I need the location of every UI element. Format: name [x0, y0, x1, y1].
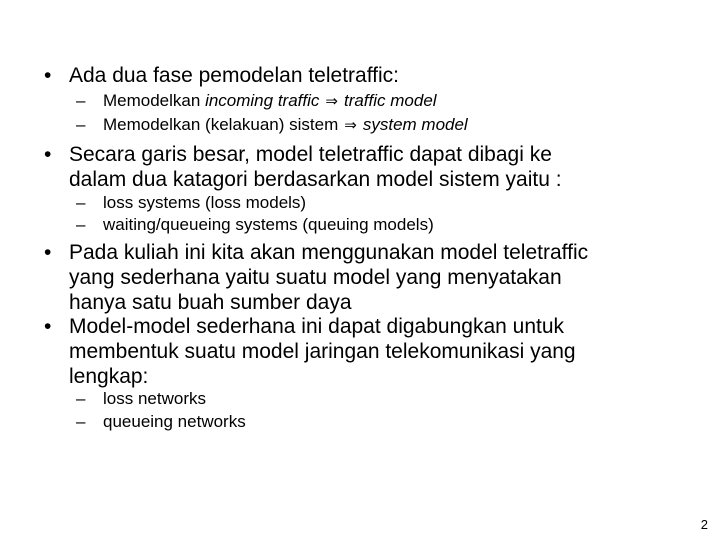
italic-text: incoming traffic	[205, 91, 320, 110]
dash-marker: –	[76, 115, 86, 134]
dash-marker: –	[76, 389, 86, 408]
bullet-marker: •	[44, 241, 52, 264]
bullet-item	[44, 240, 684, 315]
bullet-text-line: yang sederhana yaitu suatu model yang menyatakan	[69, 266, 562, 289]
bullet-text-line: membentuk suatu model jaringan telekomunikasi yang	[69, 340, 576, 363]
sub-bullet-item	[76, 214, 676, 236]
dash-marker: –	[76, 193, 86, 212]
sub-bullet-item	[76, 114, 676, 136]
bullet-item	[44, 63, 684, 88]
sub-bullet-text: loss networks	[103, 389, 206, 408]
bullet-text-line: Model-model sederhana ini dapat digabungkan untuk	[69, 315, 565, 338]
page-number: 2	[700, 517, 708, 532]
sub-bullet-item	[76, 90, 676, 112]
implies-arrow-icon: ⇒	[344, 116, 357, 134]
dash-marker: –	[76, 412, 86, 431]
dash-marker: –	[76, 91, 86, 110]
sub-bullet-text: loss systems (loss models)	[103, 193, 307, 212]
bullet-text-line: hanya satu buah sumber daya	[69, 291, 352, 314]
sub-bullet-item	[76, 411, 676, 433]
bullet-text-line: Pada kuliah ini kita akan menggunakan model teletraffic	[69, 241, 589, 264]
bullet-marker: •	[44, 315, 52, 338]
sub-bullet-item	[76, 192, 676, 214]
italic-text: system model	[362, 115, 468, 134]
bullet-text-line: Secara garis besar, model teletraffic dapat dibagi ke	[69, 143, 552, 166]
bullet-marker: •	[44, 143, 52, 166]
bullet-marker: •	[44, 64, 52, 87]
text-span: Memodelkan (kelakuan) sistem	[103, 115, 339, 134]
italic-text: traffic model	[343, 91, 437, 110]
sub-bullet-text	[103, 90, 676, 112]
bullet-text-line: lengkap:	[69, 365, 149, 388]
sub-bullet-item	[76, 388, 676, 410]
bullet-item	[44, 314, 684, 389]
dash-marker: –	[76, 215, 86, 234]
bullet-item	[44, 142, 684, 192]
text-span: Memodelkan	[103, 91, 201, 110]
sub-bullet-text: queueing networks	[103, 412, 246, 431]
bullet-text: Ada dua fase pemodelan teletraffic:	[69, 64, 400, 87]
sub-bullet-text: waiting/queueing systems (queuing models)	[103, 215, 434, 234]
implies-arrow-icon: ⇒	[325, 92, 338, 110]
sub-bullet-text	[103, 114, 676, 136]
bullet-text-line: dalam dua katagori berdasarkan model sistem yaitu :	[69, 168, 562, 191]
